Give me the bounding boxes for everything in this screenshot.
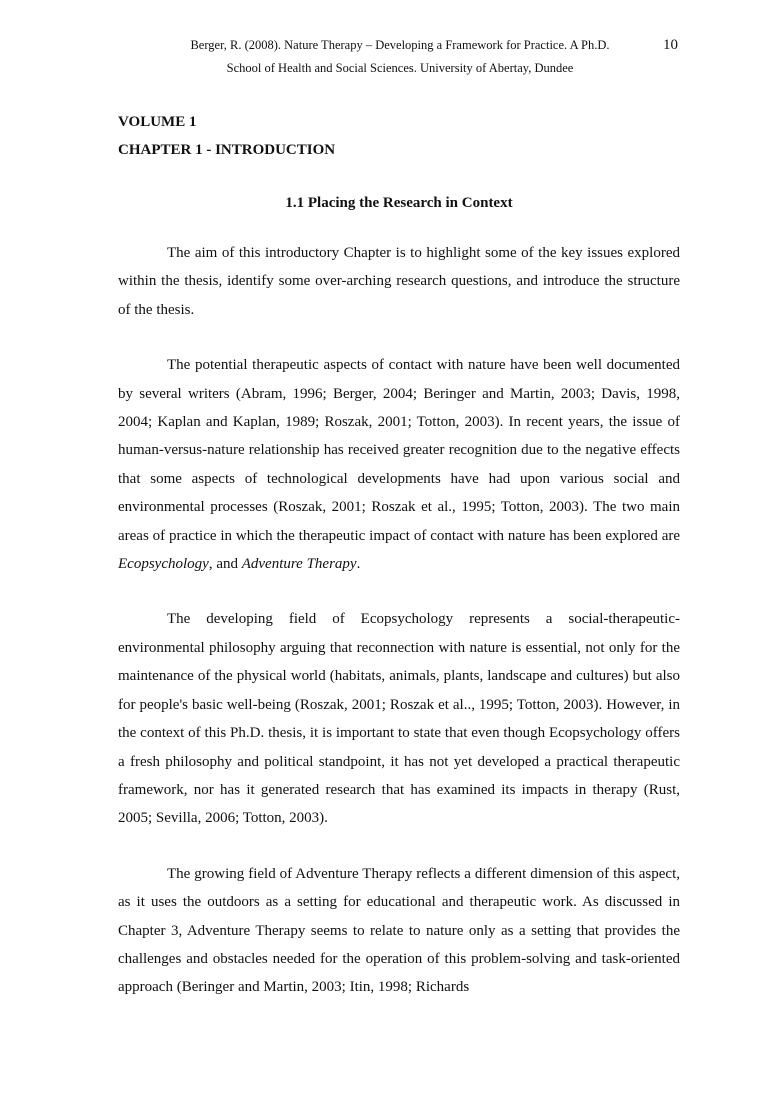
paragraph-ecopsychology: The developing field of Ecopsychology represents a social-therapeutic-environmental philosophy arguing that reconnection with nature is essential, not only for the maintenance of the physical world (habitats, animals, plants, landscape and cultures) but also for people's basic well-being (Roszak, 2001; Roszak et al.., 1995; Totton, 2003). However, in the context of this Ph.D. thesis, it is important to state that even though Ecopsychology offers a fresh philosophy and political standpoint, it has not yet developed a practical therapeutic framework, nor has it generated research that has examined its impacts in therapy (Rust, 2005; Sevilla, 2006; Totton, 2003). — [118, 611, 680, 827]
chapter-heading: CHAPTER 1 - INTRODUCTION — [118, 142, 336, 158]
page-number: 10 — [663, 37, 678, 53]
paragraph-therapeutic-aspects — [118, 351, 680, 578]
running-header — [120, 34, 680, 80]
italic-term-adventure-therapy: Adventure Therapy — [241, 556, 357, 573]
body-text — [118, 108, 680, 1029]
paragraph-adventure-therapy: The growing field of Adventure Therapy reflects a different dimension of this aspect, as it uses the outdoors as a setting for educational and therapeutic work. As discussed in Chapter 3, Adventure Therapy seems to relate to nature only as a setting that provides the challenges and obstacles needed for the operation of this problem-solving and task-oriented approach (Beringer and Martin, 2003; Itin, 1998; Richards — [118, 865, 680, 996]
header-citation-line: Berger, R. (2008). Nature Therapy – Developing a Framework for Practice. A Ph.D. — [190, 38, 610, 52]
italic-term-ecopsychology: Ecopsychology — [118, 556, 209, 573]
header-institution-line: School of Health and Social Sciences. University of Abertay, Dundee — [226, 61, 574, 75]
paragraph-text: , and — [208, 556, 242, 573]
paragraph-text: The potential therapeutic aspects of contact with nature have been well documented by several writers (Abram, 1996; Berger, 2004; Beringer and Martin, 2003; Davis, 1998, 2004; Kaplan and Kaplan, 1989; Roszak, 2001; Totton, 2003). In recent years, the issue of human-versus-nature relationship has received greater recognition due to the negative effects that some aspects of technological developments have had upon various social and environmental processes (Roszak, 2001; Roszak et al., 1995; Totton, 2003). The two main areas of practice in which the therapeutic impact of contact with nature has been explored are — [118, 357, 680, 544]
volume-heading: VOLUME 1 — [118, 114, 197, 130]
paragraph-intro: The aim of this introductory Chapter is to highlight some of the key issues explored within the thesis, identify some over-arching research questions, and introduce the structure of the thesis. — [118, 245, 680, 318]
section-heading: 1.1 Placing the Research in Context — [285, 195, 513, 211]
paragraph-text: . — [356, 556, 361, 573]
